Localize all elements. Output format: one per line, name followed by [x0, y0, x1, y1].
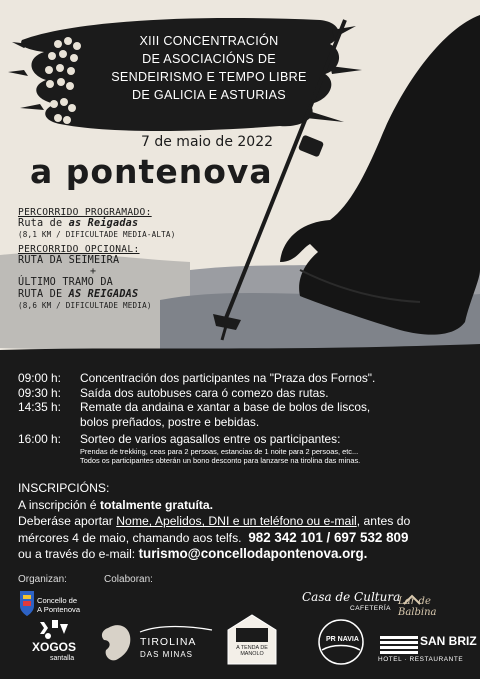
- inscriptions-text: Deberáse aportar: [18, 514, 117, 529]
- schedule-row: [18, 371, 468, 386]
- schedule-text: bolos preñados, postre e bebidas.: [80, 414, 260, 429]
- title-line: SENDEIRISMO E TEMPO LIBRE: [111, 70, 307, 84]
- programmed-route: [18, 218, 190, 230]
- sanbriz-logo-text: SAN BRIZ: [420, 634, 477, 648]
- programmed-detail: (8,1 KM / DIFICULTADE MEDIA-ALTA): [18, 230, 176, 239]
- free-label: totalmente gratuíta.: [99, 497, 214, 512]
- inscriptions-line-1: [18, 497, 468, 514]
- discount-note: Todos os participantes obterán un bono desconto para lanzarse na tirolina das minas.: [80, 455, 361, 465]
- inscriptions-section: [18, 480, 468, 563]
- event-place: a pontenova: [30, 152, 273, 191]
- xogos-logo-text: XOGOS: [32, 640, 77, 654]
- phone-numbers[interactable]: 982 342 101 / 697 532 809: [248, 529, 409, 545]
- santalla-logo-text: santalla: [50, 655, 75, 662]
- optional-detail: (8,6 KM / DIFICULTADE MEDIA): [18, 301, 152, 310]
- plus-sign: +: [89, 266, 97, 277]
- schedule-text-main: Sorteo de varios agasallos entre os participantes:: [80, 432, 341, 446]
- prizes-note: Prendas de trekking, ceas para 2 persoas, estancias de 1 noite para 2 persoas, etc...: [80, 446, 359, 456]
- das-minas-logo-text: DAS MINAS: [140, 650, 194, 659]
- schedule-time: 09:00 h:: [18, 371, 61, 385]
- hotel-restaurante-text: HOTEL · RESTAURANTE: [378, 656, 464, 663]
- schedule-row: [18, 386, 468, 401]
- optional-route-1: RUTA DA SEIMEIRA: [18, 255, 120, 266]
- schedule-list: [18, 371, 468, 465]
- required-fields: Nome, Apelidos, DNI e un teléfono ou e-mail: [116, 514, 357, 529]
- schedule-time: 16:00 h:: [18, 432, 61, 446]
- casa-cultura-logo-text: Casa de Cultura: [302, 590, 401, 604]
- title-line: XIII CONCENTRACIÓN: [139, 34, 279, 48]
- inscriptions-text: ou a través do e-mail:: [18, 547, 139, 562]
- inscriptions-heading: INSCRIPCIÓNS:: [18, 481, 110, 495]
- title-line: DE GALICIA E ASTURIAS: [132, 88, 286, 102]
- inscriptions-text: A inscripción é: [18, 497, 100, 512]
- optional-route-2-line2: [18, 289, 190, 301]
- schedule-text: [80, 432, 468, 465]
- inscriptions-text: , antes do: [356, 514, 411, 529]
- organizers-label: Organizan:: [18, 574, 67, 585]
- programmed-heading: PERCORRIDO PROGRAMADO:: [18, 207, 152, 218]
- email-link[interactable]: turismo@concellodapontenova.org.: [138, 546, 368, 562]
- cafeteria-logo-text: CAFETERÍA: [350, 605, 391, 612]
- schedule-time: 09:30 h:: [18, 385, 61, 400]
- collaborators-label: Colaboran:: [104, 574, 153, 585]
- event-date: 7 de maio de 2022: [141, 134, 274, 150]
- optional-route-2-name: AS REIGADAS: [68, 289, 139, 300]
- concello-line-2: A Pontenova: [37, 605, 81, 614]
- schedule-text: Concentración dos participantes na "Praza dos Fornos".: [80, 371, 376, 385]
- inscriptions-line-4: [18, 546, 468, 563]
- inscriptions-line-2: [18, 513, 468, 530]
- optional-route-2-line1: ÚLTIMO TRAMO DA: [18, 277, 114, 288]
- schedule-text: Saída dos autobuses cara ó comezo das rutas.: [80, 385, 329, 400]
- title-line: DE ASOCIACIÓNS DE: [142, 52, 276, 66]
- schedule-row: [18, 415, 468, 430]
- programmed-route-prefix: Ruta de: [18, 218, 69, 229]
- schedule-time: [18, 415, 80, 430]
- optional-route-2-prefix: RUTA DE: [18, 289, 69, 300]
- tenda-logo-text: A TENDA DE MANOLO: [236, 645, 268, 657]
- concello-logo-text: [37, 596, 80, 614]
- prnavia-logo-text: PR NAVIA: [326, 636, 359, 643]
- inscriptions-text: mércores 4 de maio, chamando aos telfs.: [18, 530, 242, 545]
- routes-info: [18, 207, 190, 311]
- schedule-row: [18, 432, 468, 465]
- concello-line-1: Concello de: [37, 596, 78, 605]
- lar-balbina-logo-text: Lar de Balbina: [398, 596, 437, 618]
- schedule-row: [18, 400, 468, 415]
- schedule-time: 14:35 h:: [18, 400, 61, 414]
- tirolina-logo-text: TIROLINA: [140, 636, 197, 648]
- optional-heading: PERCORRIDO OPCIONAL:: [18, 244, 140, 255]
- event-title: [80, 32, 338, 104]
- inscriptions-line-3: [18, 530, 468, 547]
- schedule-text: Remate da andaina e xantar a base de bolos de liscos,: [80, 400, 371, 414]
- programmed-route-name: as Reigadas: [68, 218, 139, 229]
